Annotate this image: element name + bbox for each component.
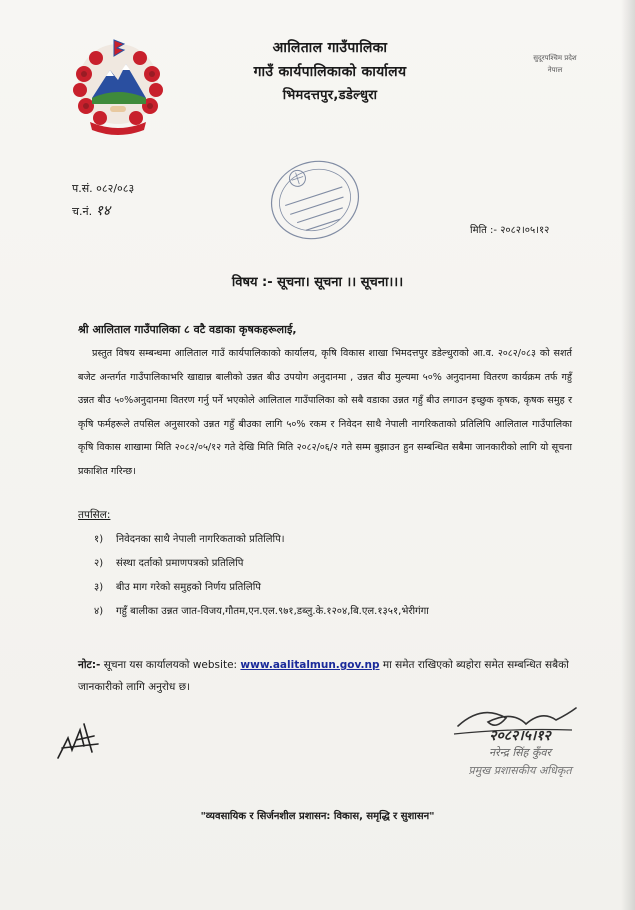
office-round-stamp-icon [265, 150, 365, 250]
addressee: श्री आलिताल गाउँपालिका ८ वटै वडाका कृषकहरूलाई, [78, 323, 297, 336]
municipality-name: आलिताल गाउँपालिका [272, 40, 388, 56]
subject-line: विषय :- सूचना। सूचना ।। सूचना।।। [231, 275, 404, 290]
dispatch-number-line [72, 200, 134, 223]
note-paragraph [78, 654, 578, 698]
province-name: सुदूरपश्चिम प्रदेश [533, 54, 577, 62]
office-motto: "व्यवसायिक र सिर्जनशील प्रशासन: विकास, समृद्धि र सुशासन" [200, 811, 435, 822]
nepal-government-emblem-icon [62, 34, 174, 138]
issue-date: मिति :- २०८२।०५।१२ [470, 225, 550, 236]
office-address: भिमदत्तपुर,डडेल्धुरा [282, 88, 378, 103]
signatory-block [440, 728, 600, 780]
signatory-position: प्रमुख प्रशासकीय अधिकृत [468, 764, 572, 777]
website-link[interactable]: www.aalitalmun.gov.np [240, 659, 380, 671]
reference-block [72, 178, 134, 223]
list-item: ४) गहुँ बालीका उन्नत जात-विजय,गौतम,एन.एल.९७१,डब्लु.के.१२०४,बि.एल.१३५१,भेरीगंगा [94, 606, 429, 617]
office-name: गाउँ कार्यपालिकाको कार्यालय [253, 64, 407, 80]
signatory-name: नरेन्द्र सिंह कुँवर [488, 746, 552, 759]
page-edge-shadow [621, 0, 635, 910]
attachments-title: तपसिल: [78, 509, 111, 521]
list-item: १) निवेदनका साथै नेपाली नागरिकताको प्रतिलिपि। [94, 534, 285, 545]
note-text-after: मा समेत राखिएको ब्यहोरा समेत सम्बन्धित सबैको जानकारीको लागि अनुरोध छ। [78, 659, 569, 693]
dispatch-number: १४ [95, 203, 111, 219]
attachments-list [94, 528, 429, 624]
note-label: नोट:- [78, 659, 101, 671]
notice-body: प्रस्तुत विषय सम्बन्धमा आलिताल गाउँ कार्यपालिकाको कार्यालय, कृषि विकास शाखा भिमदत्तपुर डडेल्धुराको आ.व. २०८२/०८३ को सशर्त बजेट अन्तर्गत गाउँपालिकाभरि खाद्यान्न बालीको उन्नत बीउ उपयोग अनुदानमा , उन्नत बीउ मुल्यमा ५०% अनुदानमा वितरण कार्यक्रम तर्फ गहुँ उन्नत बीउ ५०%अनुदानमा वितरण गर्नु पर्ने भएकोले आलिताल गाउँपालिका को सबै वडाका उन्नत गहुँ बीउ लगाउन इच्छुक कृषक, कृषक समुह र कृषि फर्महरूले तपसिल अनुसारको उन्नत गहुँ बीउका लागि ५०% रकम र निवेदन साथै नेपाली नागरिकताको प्रतिलिपि आलिताल गाउँपालिका कृषि विकास शाखामा मिति २०८२/०५/१२ गते देखि मिति मिति २०८२/०६/२ गते सम्म बुझाउन हुन सम्बन्धित सबैमा जानकारीको लागि यो सूचना प्रकाशित गरिन्छ। [78, 348, 572, 477]
country-name: नेपाल [547, 66, 563, 74]
province-label [520, 52, 590, 76]
list-item: २) संस्था दर्ताको प्रमाणपत्रको प्रतिलिपि [94, 558, 244, 569]
signature-date: २०८२।५।१२ [489, 728, 551, 744]
note-text-before: सूचना यस कार्यालयको website: [103, 659, 238, 671]
letter-number: प.सं. ०८२/०८३ [72, 182, 135, 195]
letterhead [200, 36, 460, 108]
dispatch-label: च.नं. [72, 205, 93, 218]
list-item: ३) बीउ माग गरेको समुहको निर्णय प्रतिलिपि [94, 582, 261, 593]
initials-scribble-icon [54, 718, 104, 764]
